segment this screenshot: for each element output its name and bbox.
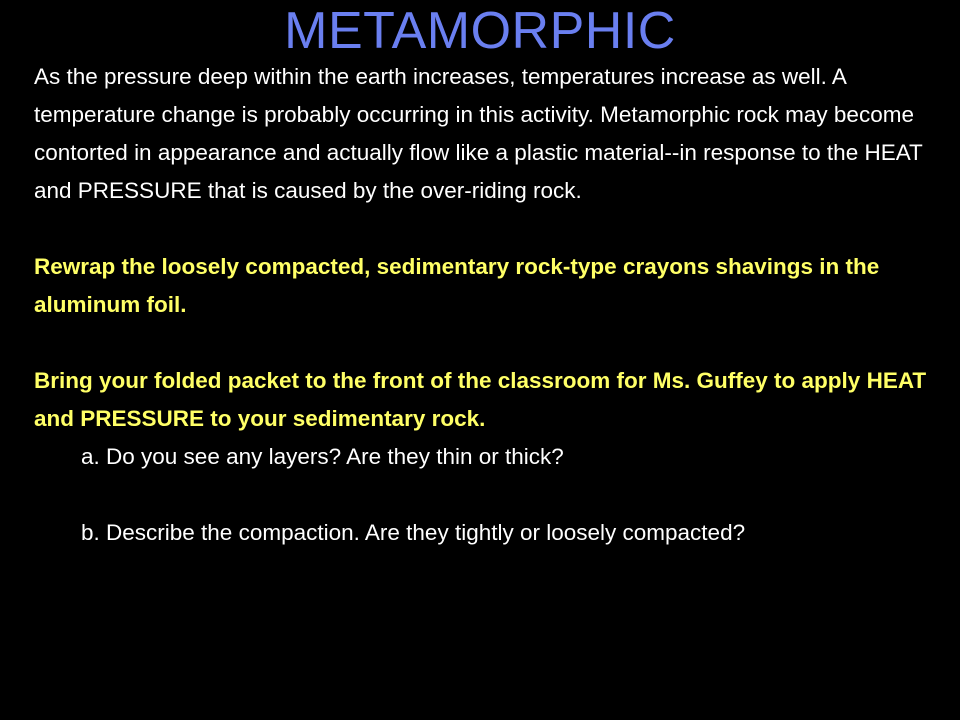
instruction-bring-packet: Bring your folded packet to the front of the classroom for Ms. Guffey to apply HEAT and PRESSURE to your sedimentary rock. [34,368,927,431]
paragraph-spacer [34,324,950,362]
paragraph-spacer [34,210,950,248]
instruction-rewrap: Rewrap the loosely compacted, sedimentary rock-type crayons shavings in the aluminum foil. [34,254,880,317]
paragraph-spacer [34,476,950,514]
slide-title: METAMORPHIC [284,2,676,60]
intro-paragraph: As the pressure deep within the earth increases, temperatures increase as well. A temperature change is probably occurring in this activity. Metamorphic rock may become contorted in appearance and actually flow like a plastic material--in response to the HEAT and PRESSURE that is caused by the over-riding rock. [34,64,923,203]
question-b: b. Describe the compaction. Are they tightly or loosely compacted? [81,520,746,545]
question-a: a. Do you see any layers? Are they thin or thick? [81,444,564,469]
slide-body [34,58,950,552]
